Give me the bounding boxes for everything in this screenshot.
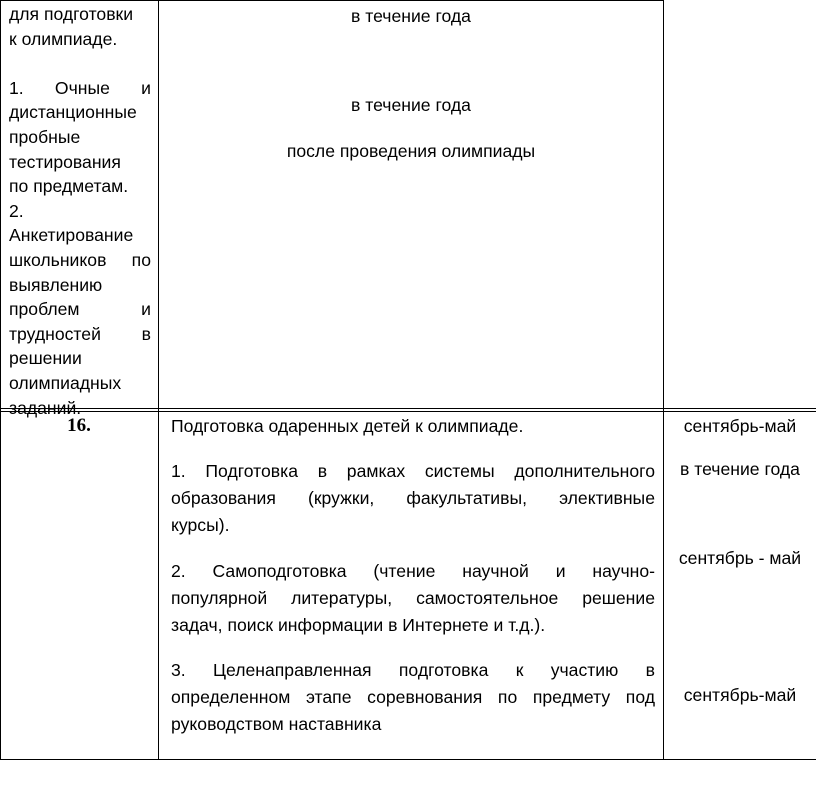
row-16-term-2: сентябрь - май bbox=[678, 548, 802, 568]
text-line: олимпиадных bbox=[9, 372, 122, 393]
text-line: к олимпиаде. bbox=[9, 28, 118, 49]
row-number: 16. bbox=[67, 415, 91, 436]
table-border-left bbox=[0, 0, 1, 760]
text-line: пробные bbox=[9, 126, 81, 147]
text-line: проблем и bbox=[9, 299, 151, 320]
text-line bbox=[9, 51, 151, 76]
text-line: определенном этапе соревнования по предмету под bbox=[171, 687, 655, 707]
text-line: трудностей в bbox=[9, 323, 151, 344]
text-line: образования (кружки, факультативы, элективные bbox=[171, 488, 655, 508]
text-line: школьников по bbox=[9, 249, 151, 270]
text-line: 1. Очные и bbox=[9, 77, 151, 98]
prev-row-term-2: в течение года bbox=[351, 95, 471, 115]
text-line: 1. Подготовка в рамках системы дополнительного bbox=[171, 461, 655, 481]
row-16-term-1: в течение года bbox=[680, 459, 800, 479]
table-border-top bbox=[0, 0, 663, 1]
text-line: 2. bbox=[9, 200, 24, 221]
text-line: решении bbox=[9, 348, 82, 369]
text-line: руководством наставника bbox=[171, 714, 382, 734]
row-16-term-3: сентябрь-май bbox=[683, 685, 797, 705]
text-line: заданий. bbox=[9, 397, 82, 418]
row-16-title: Подготовка одаренных детей к олимпиаде. bbox=[171, 416, 524, 436]
text-line: для подготовки bbox=[9, 4, 134, 24]
text-line: задач, поиск информации в Интернете и т.д.). bbox=[171, 615, 546, 635]
text-line: тестирования bbox=[9, 151, 121, 172]
row-16-item-1 bbox=[171, 458, 655, 539]
col-divider-2 bbox=[663, 0, 664, 760]
text-line: 2. Самоподготовка (чтение научной и научно- bbox=[171, 561, 655, 581]
text-line: Анкетирование bbox=[9, 225, 134, 246]
row-16-term-main: сентябрь-май bbox=[683, 416, 797, 436]
prev-row-term-3: после проведения олимпиады bbox=[286, 141, 536, 161]
text-line: курсы). bbox=[171, 515, 230, 535]
text-line: выявлению bbox=[9, 274, 103, 295]
prev-row-term-1: в течение года bbox=[351, 6, 471, 26]
col-divider-1 bbox=[158, 0, 159, 760]
text-line: дистанционные bbox=[9, 102, 137, 123]
text-line: 3. Целенаправленная подготовка к участию в bbox=[171, 660, 655, 680]
table-border-bottom bbox=[0, 759, 816, 760]
prev-row-activity-text bbox=[9, 2, 151, 420]
row-16-item-3 bbox=[171, 657, 655, 738]
row-16-item-2 bbox=[171, 558, 655, 639]
text-line: популярной литературы, самостоятельное решение bbox=[171, 588, 655, 608]
text-line: по предметам. bbox=[9, 176, 129, 197]
